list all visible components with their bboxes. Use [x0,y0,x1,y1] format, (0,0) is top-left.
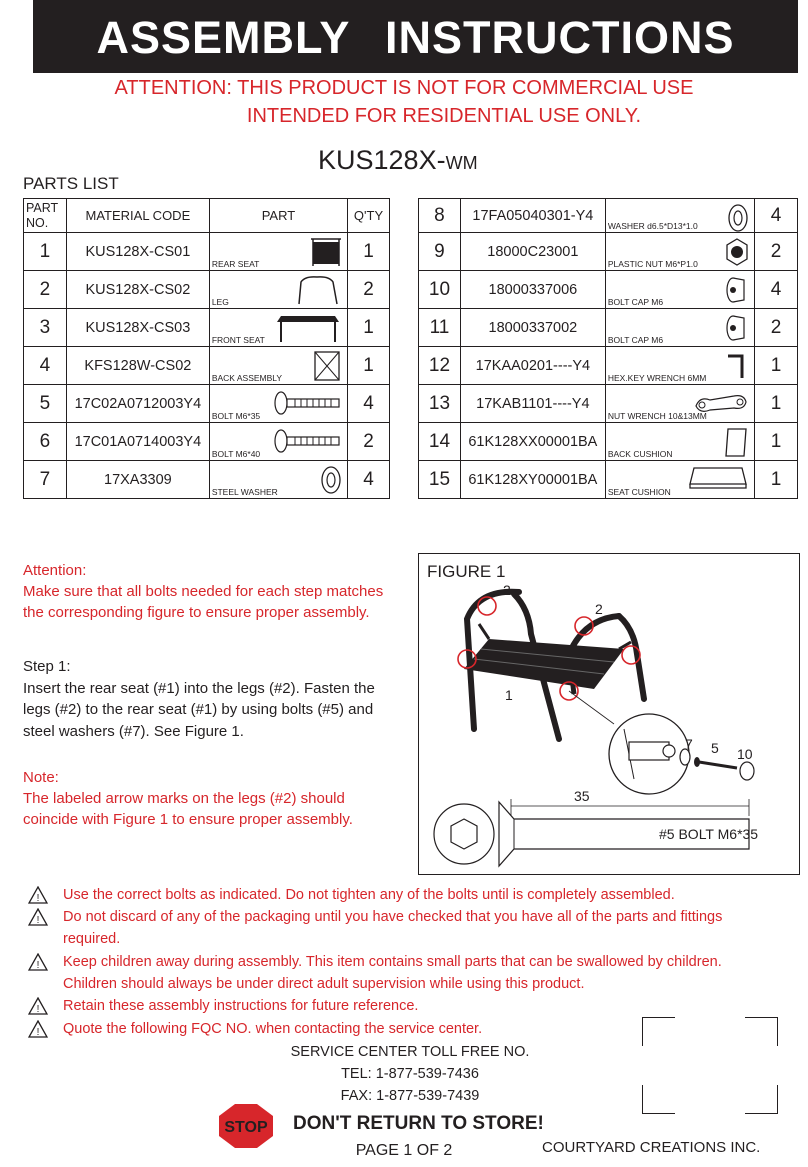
material-code: 61K128XY00001BA [460,461,605,499]
warning-text-1: Use the correct bolts as indicated. Do not tighten any of the bolts until is completely assembled. [63,887,675,903]
part-number: 15 [419,461,461,499]
part-cell [605,461,754,499]
step-1-text-3: steel washers (#7). See Figure 1. [23,722,244,740]
part-number: 5 [24,385,67,423]
hex-key-icon [724,350,750,386]
service-center-title: SERVICE CENTER TOLL FREE NO. [290,1044,530,1060]
part-quantity: 1 [348,233,390,271]
svg-text:!: ! [36,1004,40,1015]
note-heading: Note: [23,769,59,786]
svg-text:!: ! [36,1027,40,1038]
parts-row [419,271,798,309]
label-10: 10 [737,746,753,762]
page-number: PAGE 1 OF 2 [355,1142,453,1159]
header-material-code: MATERIAL CODE [66,199,209,233]
model-main: KUS128X- [318,145,446,175]
part-quantity: 2 [348,271,390,309]
part-cell [605,271,754,309]
part-name: NUT WRENCH 10&13MM [607,411,707,421]
label-1: 1 [505,687,513,703]
rear-seat-icon [309,236,343,272]
svg-text:!: ! [36,915,40,926]
parts-list-title: PARTS LIST [23,174,119,193]
seat-cushion-icon [686,464,750,498]
material-code: 61K128XX00001BA [460,423,605,461]
part-name: REAR SEAT [211,259,260,269]
part-number: 11 [419,309,461,347]
part-number: 8 [419,199,461,233]
figure-title: FIGURE 1 [427,562,506,581]
part-name: WASHER d6.5*D13*1.0 [607,221,698,231]
parts-row [419,423,798,461]
company-name: COURTYARD CREATIONS INC. [542,1139,761,1156]
part-cell [605,309,754,347]
material-code: 18000337002 [460,309,605,347]
part-quantity: 1 [755,461,798,499]
material-code: KUS128X-CS01 [66,233,209,271]
warning-triangle-icon [28,886,48,904]
warning-triangle-icon [28,953,48,971]
part-quantity: 4 [348,385,390,423]
attention-text-2: the corresponding figure to ensure proper assembly. [23,604,370,621]
part-number: 9 [419,233,461,271]
parts-row [419,347,798,385]
figure-1 [418,553,800,875]
attention-heading: Attention: [23,562,87,579]
part-cell [209,423,347,461]
part-name: HEX.KEY WRENCH 6MM [607,373,707,383]
stop-sign-text: STOP [224,1119,268,1136]
front-seat-icon [273,312,343,348]
part-name: BACK ASSEMBLY [211,373,283,383]
part-cell [605,199,754,233]
service-tel: TEL: 1-877-539-7436 [341,1066,479,1082]
warning-triangle-icon [28,997,48,1015]
part-name: BOLT M6*35 [211,411,261,421]
bolt-cap-icon [724,312,750,348]
step-1-heading: Step 1: [23,658,71,675]
parts-row [419,385,798,423]
parts-row [24,423,390,461]
parts-row [24,385,390,423]
attention-text-1: Make sure that all bolts needed for each step matches [23,583,384,600]
parts-row [419,461,798,499]
part-quantity: 1 [755,423,798,461]
material-code: 17C01A0714003Y4 [66,423,209,461]
parts-row [419,233,798,271]
material-code: 17FA05040301-Y4 [460,199,605,233]
parts-row [24,347,390,385]
parts-row [419,309,798,347]
header-part: PART [209,199,347,233]
header-part-no: PART NO. [24,199,67,233]
parts-row [24,233,390,271]
part-number: 13 [419,385,461,423]
material-code: 17KAB1101----Y4 [460,385,605,423]
part-cell [605,347,754,385]
part-name: STEEL WASHER [211,487,278,497]
part-name: PLASTIC NUT M6*P1.0 [607,259,698,269]
parts-row [24,271,390,309]
part-quantity: 4 [755,271,798,309]
material-code: KUS128X-CS02 [66,271,209,309]
part-number: 10 [419,271,461,309]
attention-line-2: INTENDED FOR RESIDENTIAL USE ONLY. [246,105,642,127]
part-quantity: 1 [348,309,390,347]
step-1-text-1: Insert the rear seat (#1) into the legs (#2). Fasten the [23,679,375,697]
part-quantity: 2 [755,233,798,271]
warning-text-3a: Keep children away during assembly. This item contains small parts that can be swallowed by children. [63,954,722,970]
back-cushion-icon [722,426,750,464]
part-number: 2 [24,271,67,309]
part-cell [209,271,347,309]
part-name: BOLT CAP M6 [607,335,664,345]
material-code: 17C02A0712003Y4 [66,385,209,423]
part-name: BOLT CAP M6 [607,297,664,307]
material-code: KUS128X-CS03 [66,309,209,347]
part-quantity: 2 [755,309,798,347]
warning-text-4: Retain these assembly instructions for future reference. [63,998,419,1014]
warning-text-2a: Do not discard of any of the packaging until you have checked that you have all of the parts and fittings [63,909,723,925]
title-banner: ASSEMBLY INSTRUCTIONS [33,0,798,73]
part-cell [605,423,754,461]
part-number: 14 [419,423,461,461]
attention-line-1: ATTENTION: THIS PRODUCT IS NOT FOR COMMERCIAL USE [114,77,694,99]
material-code: 17XA3309 [66,461,209,499]
bolt-icon [273,388,343,422]
part-cell [605,233,754,271]
bolt-icon [273,426,343,460]
parts-row [419,199,798,233]
material-code: 18000C23001 [460,233,605,271]
note-block [23,767,353,830]
part-quantity: 2 [348,423,390,461]
svg-text:!: ! [36,960,40,971]
warning-text-3b: Children should always be under direct adult supervision while using this product. [63,976,585,992]
step-1-text-2: legs (#2) to the rear seat (#1) by using bolts (#5) and [23,701,374,718]
service-center [230,1041,590,1107]
part-name: LEG [211,297,229,307]
note-text-2: coincide with Figure 1 to ensure proper assembly. [23,811,353,828]
leg-icon [293,274,343,310]
bolt-cap-icon [724,274,750,310]
part-name: SEAT CUSHION [607,487,671,497]
fqc-number-box [642,1017,778,1114]
part-quantity: 1 [348,347,390,385]
part-cell [209,309,347,347]
part-name: FRONT SEAT [211,335,265,345]
label-5: 5 [711,740,719,756]
warning-text-5: Quote the following FQC NO. when contacting the service center. [63,1021,483,1037]
model-suffix: WM [445,153,478,173]
part-number: 7 [24,461,67,499]
warning-triangle-icon [28,1020,48,1038]
label-2a: 2 [503,582,511,598]
part-name: BACK CUSHION [607,449,673,459]
part-cell [605,385,754,423]
dont-return-to-store: DON'T RETURN TO STORE! [293,1113,544,1134]
note-text-1: The labeled arrow marks on the legs (#2) should [23,790,345,807]
attention-block [23,560,383,623]
part-number: 3 [24,309,67,347]
warning-triangle-icon [28,908,48,926]
part-cell [209,385,347,423]
warning-text-2b: required. [63,931,121,947]
service-fax: FAX: 1-877-539-7439 [340,1088,480,1104]
parts-row [24,461,390,499]
part-number: 12 [419,347,461,385]
bolt-caption: #5 BOLT M6*35 [659,826,759,842]
part-name: BOLT M6*40 [211,449,261,459]
part-number: 1 [24,233,67,271]
washer-icon [319,464,343,500]
dimension-35: 35 [574,788,590,804]
part-quantity: 4 [755,199,798,233]
material-code: 17KAA0201----Y4 [460,347,605,385]
header-qty: Q'TY [348,199,390,233]
model-number [318,145,478,176]
nut-icon [724,236,750,272]
material-code: KFS128W-CS02 [66,347,209,385]
parts-row [24,309,390,347]
part-number: 6 [24,423,67,461]
part-quantity: 1 [755,347,798,385]
part-quantity: 1 [755,385,798,423]
part-quantity: 4 [348,461,390,499]
label-2b: 2 [595,601,603,617]
label-7: 7 [685,736,693,752]
parts-table-right [418,198,798,499]
part-number: 4 [24,347,67,385]
step-1-block [23,656,375,742]
part-cell [209,233,347,271]
part-cell [209,461,347,499]
part-cell [209,347,347,385]
svg-text:!: ! [36,893,40,904]
parts-table-left [23,198,390,499]
material-code: 18000337006 [460,271,605,309]
back-assembly-icon [313,350,343,386]
